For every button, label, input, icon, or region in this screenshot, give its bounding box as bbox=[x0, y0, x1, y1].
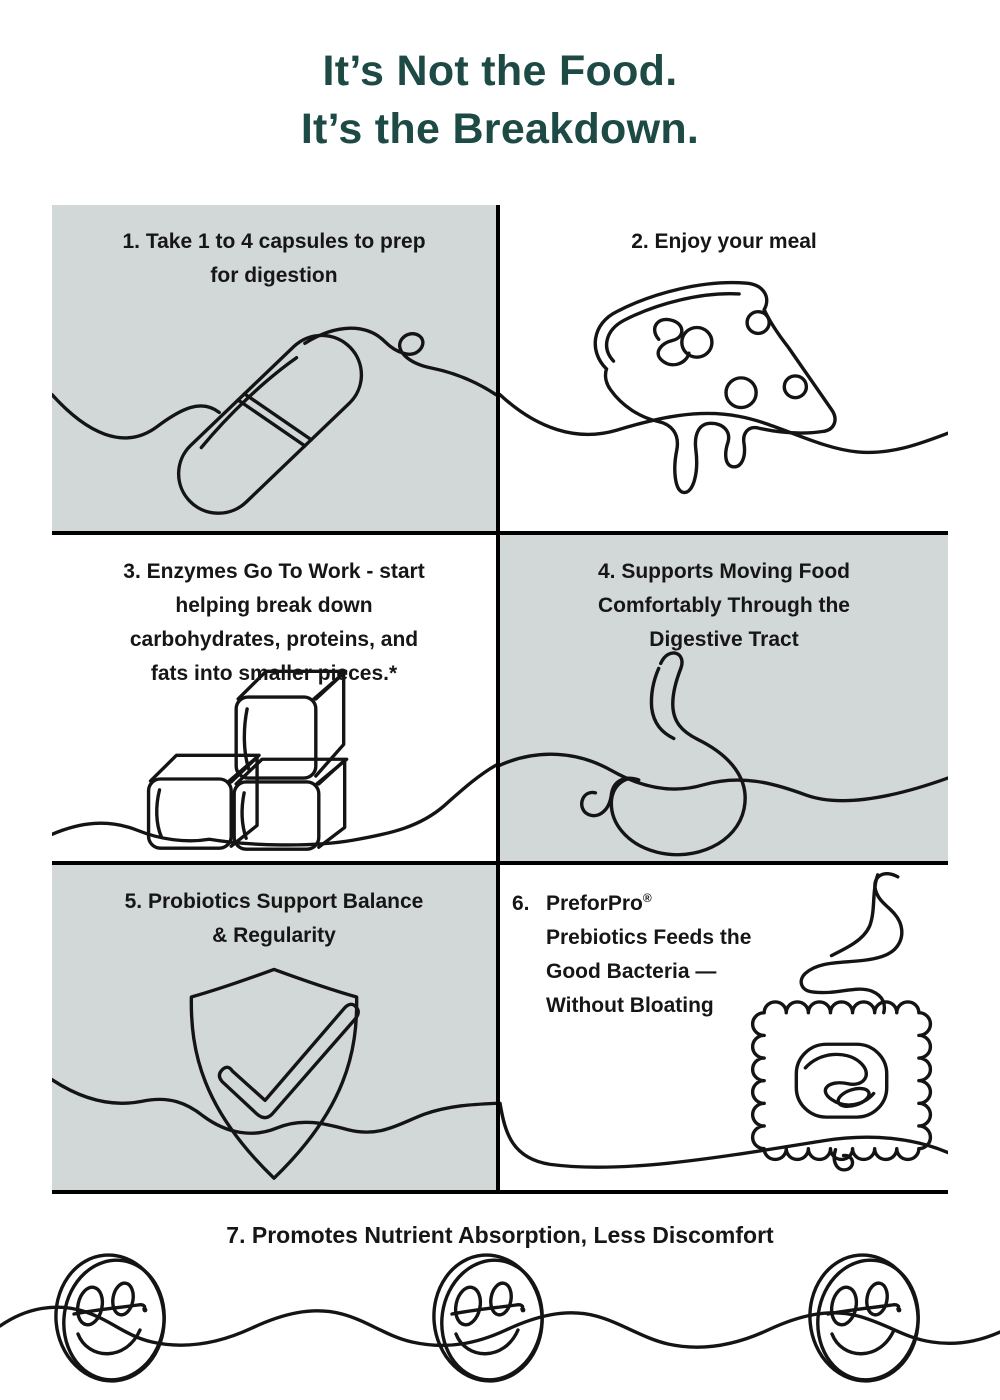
panel-5-heading bbox=[66, 885, 482, 953]
panel-1-line: for digestion bbox=[210, 264, 338, 287]
panel-4-heading bbox=[514, 555, 934, 657]
panel-6-line: Without Bloating bbox=[546, 994, 714, 1017]
panel-3-line: helping break down bbox=[175, 594, 373, 617]
panel-step-6 bbox=[500, 865, 948, 1190]
panel-step-3 bbox=[52, 535, 500, 865]
panel-3-line: 3. Enzymes Go To Work - start bbox=[123, 560, 425, 583]
panel-step-5 bbox=[52, 865, 500, 1190]
panel-step-1 bbox=[52, 205, 500, 535]
brand-name: PreforPro bbox=[546, 892, 643, 915]
panel-3-heading bbox=[66, 555, 482, 691]
panel-6-number: 6. bbox=[512, 892, 530, 915]
panel-6-line bbox=[546, 887, 751, 921]
footer-section bbox=[0, 1194, 1000, 1400]
title-line-2: It’s the Breakdown. bbox=[300, 105, 700, 153]
panel-5-line: 5. Probiotics Support Balance bbox=[124, 890, 424, 913]
panel-4-line: Comfortably Through the bbox=[598, 594, 850, 617]
panel-2-heading bbox=[514, 225, 934, 259]
page-title bbox=[0, 0, 1000, 158]
panel-6-line: Prebiotics Feeds the bbox=[546, 926, 752, 949]
title-line-1: It’s Not the Food. bbox=[322, 47, 678, 95]
panel-5-line: & Regularity bbox=[212, 924, 336, 947]
panel-6-heading bbox=[512, 887, 938, 1023]
panel-1-line: 1. Take 1 to 4 capsules to prep bbox=[122, 230, 426, 253]
footer-heading: 7. Promotes Nutrient Absorption, Less Discomfort bbox=[226, 1222, 774, 1248]
panel-6-line: Good Bacteria — bbox=[546, 960, 717, 983]
registered-mark: ® bbox=[642, 891, 652, 905]
smiley-faces-line-drawing bbox=[0, 1250, 1000, 1400]
smiley-face-icon bbox=[51, 1251, 172, 1387]
steps-grid bbox=[52, 205, 948, 1194]
panel-4-line: Digestive Tract bbox=[649, 628, 799, 651]
panel-1-heading bbox=[66, 225, 482, 293]
panel-3-line: fats into smaller pieces.* bbox=[150, 662, 398, 685]
panel-step-4 bbox=[500, 535, 948, 865]
panel-4-line: 4. Supports Moving Food bbox=[598, 560, 850, 583]
panel-2-line: 2. Enjoy your meal bbox=[631, 230, 817, 253]
panel-3-line: carbohydrates, proteins, and bbox=[129, 628, 419, 651]
panel-step-2 bbox=[500, 205, 948, 535]
